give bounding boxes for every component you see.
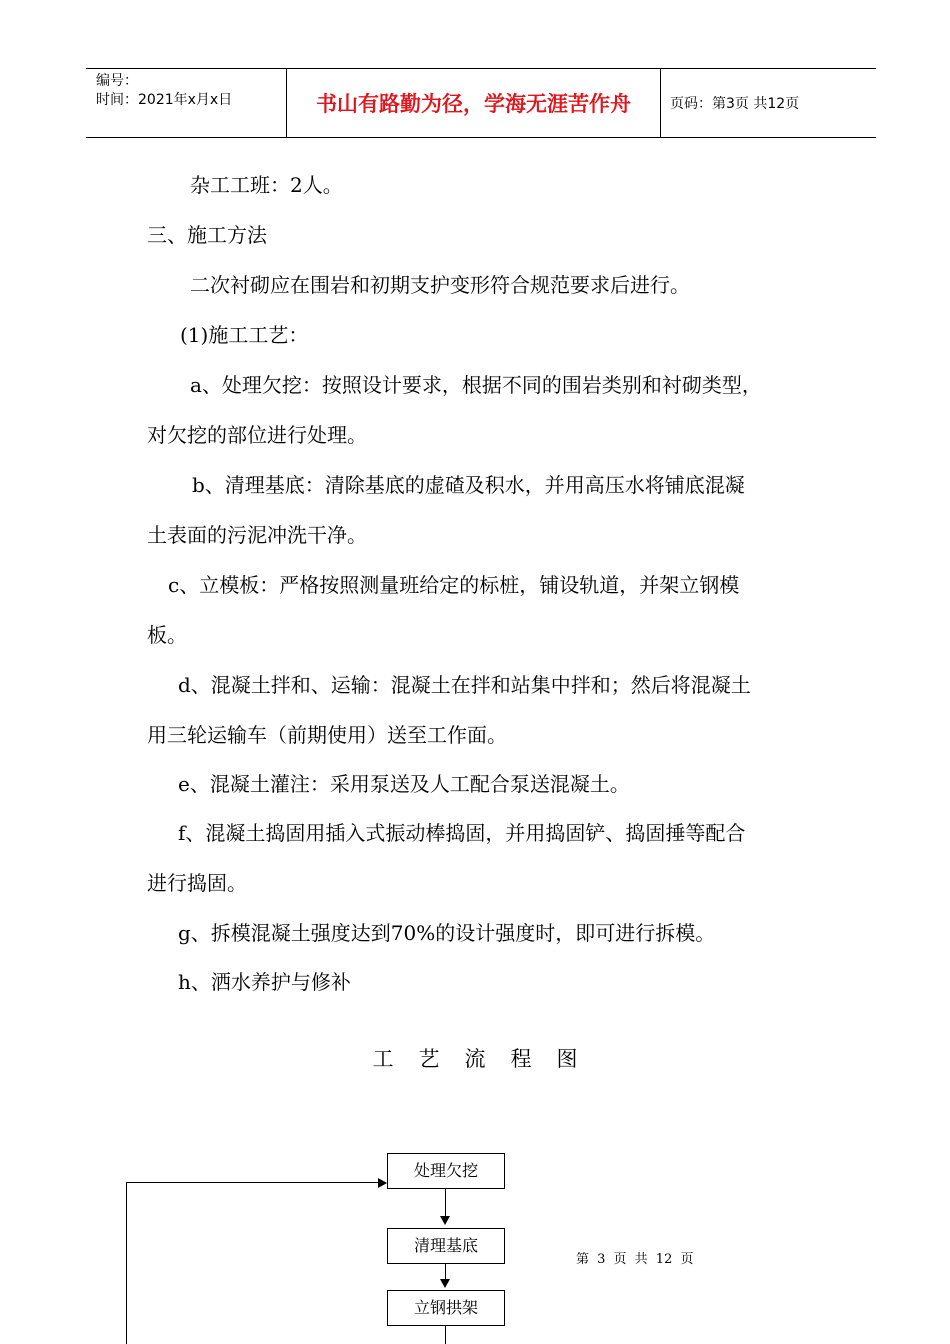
body-line: 土表面的污泥冲洗干净。	[147, 523, 367, 547]
section-heading: 三、施工方法	[147, 223, 267, 247]
page-header	[86, 68, 876, 138]
body-line: b、清理基底：清除基底的虚碴及积水，并用高压水将铺底混凝	[192, 473, 745, 497]
body-line: d、混凝土拌和、运输：混凝土在拌和站集中拌和；然后将混凝土	[178, 673, 751, 697]
number-label: 编号：	[96, 73, 138, 89]
header-motto: 书山有路勤为径，学海无涯苦作舟	[316, 92, 631, 116]
flow-step: 立钢拱架	[387, 1290, 505, 1326]
header-meta	[86, 69, 286, 137]
flowchart-title: 工艺流程图	[372, 1047, 603, 1071]
arrow-right-icon	[378, 1178, 387, 1188]
header-page-info: 页码：第3页 共12页	[670, 96, 800, 112]
page-footer: 第 3 页 共 12 页	[576, 1252, 694, 1267]
body-line: g、拆模混凝土强度达到70%的设计强度时，即可进行拆模。	[178, 921, 716, 945]
flow-step: 清理基底	[387, 1228, 505, 1264]
subsection-heading: (1)施工工艺：	[180, 323, 309, 347]
body-line: 进行捣固。	[147, 871, 247, 895]
flow-connector	[445, 1189, 446, 1218]
body-line: f、混凝土捣固用插入式振动棒捣固，并用捣固铲、捣固捶等配合	[178, 821, 746, 845]
body-line: e、混凝土灌注：采用泵送及人工配合泵送混凝土。	[178, 772, 630, 796]
body-line: c、立模板：严格按照测量班给定的标桩，铺设轨道，并架立钢模	[168, 573, 740, 597]
arrow-down-icon	[440, 1216, 450, 1225]
flow-connector	[445, 1326, 446, 1344]
loop-back-line	[126, 1182, 380, 1183]
body-line: 板。	[147, 623, 187, 647]
body-line: 二次衬砌应在围岩和初期支护变形符合规范要求后进行。	[190, 273, 690, 297]
body-line: 对欠挖的部位进行处理。	[147, 423, 367, 447]
body-line: 用三轮运输车（前期使用）送至工作面。	[147, 723, 507, 747]
body-line: a、处理欠挖：按照设计要求，根据不同的围岩类别和衬砌类型，	[190, 373, 762, 397]
header-divider	[660, 69, 661, 137]
time-label: 时间：2021年x月x日	[96, 92, 233, 108]
loop-back-line	[126, 1182, 127, 1344]
body-line: h、洒水养护与修补	[178, 970, 351, 994]
body-line: 杂工工班：2人。	[190, 173, 343, 197]
arrow-down-icon	[440, 1279, 450, 1288]
flow-step: 处理欠挖	[387, 1153, 505, 1189]
